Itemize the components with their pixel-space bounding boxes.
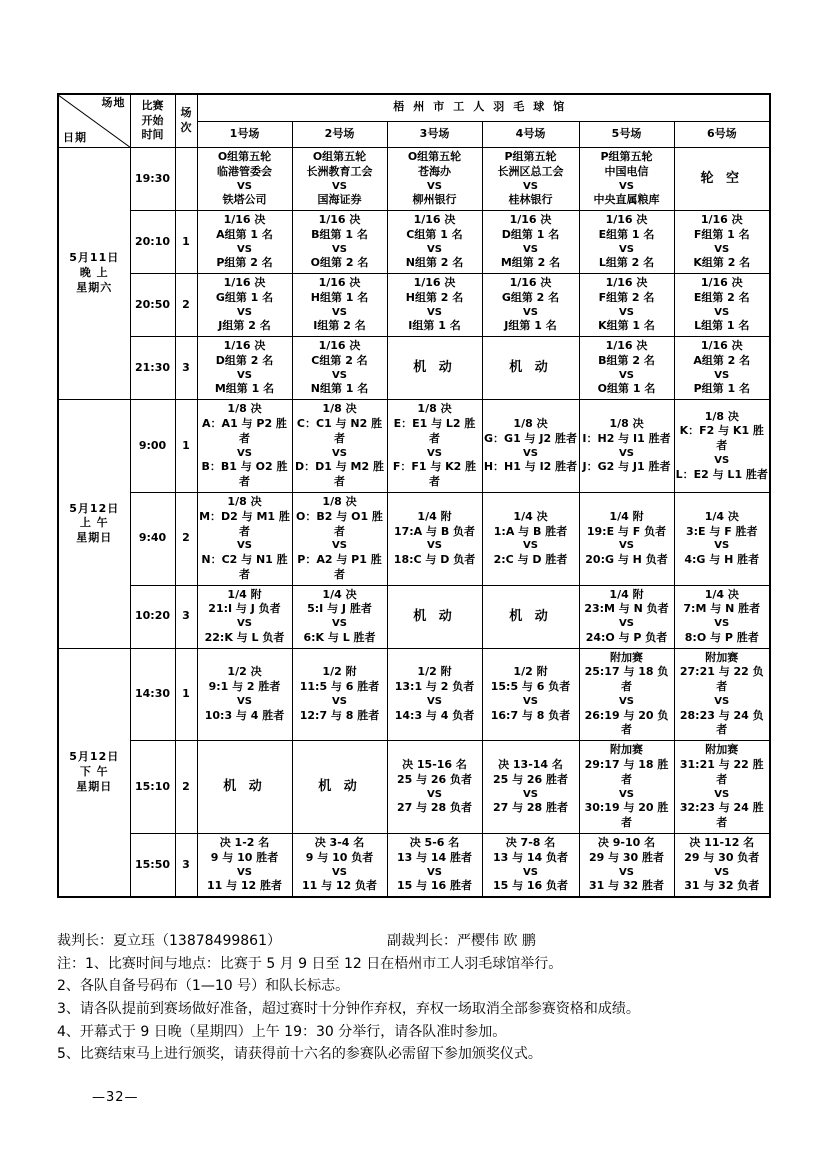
match-cell-court3: 1/2 附 13:1 与 2 负者 VS 14:3 与 4 负者 [387, 648, 482, 741]
match-no: 1 [175, 400, 197, 493]
note-2: 2、各队自备号码布（1—10 号）和队长标志。 [57, 978, 350, 995]
match-cell-court5: 1/4 附 19:E 与 F 负者 VS 20:G 与 H 负者 [579, 492, 674, 585]
match-no: 2 [175, 274, 197, 337]
match-no: 2 [175, 741, 197, 834]
referee-line [57, 930, 787, 953]
match-cell-court6: 1/4 决 7:M 与 N 胜者 VS 8:O 与 P 胜者 [674, 585, 770, 648]
match-cell-court2: 1/2 附 11:5 与 6 胜者 VS 12:7 与 8 胜者 [292, 648, 387, 741]
hall-title: 梧州市工人羽毛球馆 [197, 94, 770, 121]
schedule-row [58, 834, 770, 898]
match-no: 1 [175, 211, 197, 274]
referee-chief: 裁判长：夏立珏（13878499861） [57, 933, 281, 949]
start-time: 15:50 [130, 834, 175, 898]
schedule-row [58, 148, 770, 211]
footer-notes [57, 930, 787, 1066]
court-header-5: 5号场 [579, 121, 674, 147]
court-header-6: 6号场 [674, 121, 770, 147]
start-time: 10:20 [130, 585, 175, 648]
match-cell-court4: 1/16 决 G组第 2 名 VS J组第 1 名 [482, 274, 579, 337]
match-cell-court1: 机 动 [197, 741, 292, 834]
match-cell-court6: 轮 空 [674, 148, 770, 211]
match-cell-court2: 1/8 决 O：B2 与 O1 胜者 VS P：A2 与 P1 胜者 [292, 492, 387, 585]
match-cell-court5: P组第五轮 中国电信 VS 中央直属粮库 [579, 148, 674, 211]
match-cell-court5: 1/16 决 E组第 1 名 VS L组第 2 名 [579, 211, 674, 274]
start-time: 20:50 [130, 274, 175, 337]
match-cell-court5: 1/4 附 23:M 与 N 负者 VS 24:O 与 P 负者 [579, 585, 674, 648]
schedule-row [58, 337, 770, 400]
match-cell-court3: 机 动 [387, 585, 482, 648]
match-cell-court2: 1/16 决 H组第 1 名 VS I组第 2 名 [292, 274, 387, 337]
note-1: 注：1、比赛时间与地点：比赛于 5 月 9 日至 12 日在梧州市工人羽毛球馆举行。 [57, 955, 563, 972]
match-cell-court4: 机 动 [482, 585, 579, 648]
day-label-1: 5月11日 晚 上 星期六 [58, 148, 130, 400]
day-label-2: 5月12日 上 午 星期日 [58, 400, 130, 648]
match-no: 3 [175, 834, 197, 898]
match-cell-court1: 1/8 决 M：D2 与 M1 胜者 VS N：C2 与 N1 胜者 [197, 492, 292, 585]
match-cell-court6: 1/8 决 K：F2 与 K1 胜者 VS L：E2 与 L1 胜者 [674, 400, 770, 493]
match-cell-court3: 1/4 附 17:A 与 B 负者 VS 18:C 与 D 负者 [387, 492, 482, 585]
start-time: 19:30 [130, 148, 175, 211]
start-time: 9:00 [130, 400, 175, 493]
schedule-row [58, 274, 770, 337]
start-time: 14:30 [130, 648, 175, 741]
match-cell-court1: 1/16 决 G组第 1 名 VS J组第 2 名 [197, 274, 292, 337]
corner-top-label: 场地 [101, 96, 126, 109]
match-cell-court1: 1/4 附 21:I 与 J 负者 VS 22:K 与 L 负者 [197, 585, 292, 648]
match-cell-court4: P组第五轮 长洲区总工会 VS 桂林银行 [482, 148, 579, 211]
time-column-header: 比赛 开始 时间 [130, 94, 175, 148]
match-cell-court4: 1/2 附 15:5 与 6 负者 VS 16:7 与 8 负者 [482, 648, 579, 741]
match-cell-court4: 1/8 决 G：G1 与 J2 胜者 VS H：H1 与 I2 胜者 [482, 400, 579, 493]
match-cell-court4: 1/4 决 1:A 与 B 胜者 VS 2:C 与 D 胜者 [482, 492, 579, 585]
match-cell-court1: O组第五轮 临港管委会 VS 铁塔公司 [197, 148, 292, 211]
court-header-4: 4号场 [482, 121, 579, 147]
schedule-row [58, 211, 770, 274]
match-cell-court2: 1/8 决 C：C1 与 N2 胜者 VS D：D1 与 M2 胜者 [292, 400, 387, 493]
match-cell-court1: 决 1-2 名 9 与 10 胜者 VS 11 与 12 胜者 [197, 834, 292, 898]
match-cell-court6: 1/16 决 A组第 2 名 VS P组第 1 名 [674, 337, 770, 400]
match-cell-court3: 机 动 [387, 337, 482, 400]
match-cell-court3: 1/16 决 H组第 2 名 VS I组第 1 名 [387, 274, 482, 337]
note-4: 4、开幕式于 9 日晚（星期四）上午 19：30 分举行，请各队准时参加。 [57, 1023, 507, 1040]
match-cell-court6: 附加赛 31:21 与 22 胜者 VS 32:23 与 24 胜者 [674, 741, 770, 834]
match-cell-court6: 1/4 决 3:E 与 F 胜者 VS 4:G 与 H 胜者 [674, 492, 770, 585]
match-cell-court3: 决 15-16 名 25 与 26 负者 VS 27 与 28 负者 [387, 741, 482, 834]
note-3: 3、请各队提前到赛场做好准备，超过赛时十分钟作弃权，弃权一场取消全部参赛资格和成绩。 [57, 1001, 640, 1018]
match-cell-court6: 1/16 决 E组第 2 名 VS L组第 1 名 [674, 274, 770, 337]
schedule-table-wrapper [57, 93, 769, 898]
match-cell-court6: 决 11-12 名 29 与 30 负者 VS 31 与 32 负者 [674, 834, 770, 898]
match-cell-court1: 1/8 决 A：A1 与 P2 胜者 VS B：B1 与 O2 胜者 [197, 400, 292, 493]
note-5: 5、比赛结束马上进行颁奖，请获得前十六名的参赛队必需留下参加颁奖仪式。 [57, 1046, 542, 1063]
schedule-row [58, 585, 770, 648]
match-cell-court3: 决 5-6 名 13 与 14 胜者 VS 15 与 16 胜者 [387, 834, 482, 898]
day-label-3: 5月12日 下 午 星期日 [58, 648, 130, 897]
match-cell-court4: 决 13-14 名 25 与 26 胜者 VS 27 与 28 胜者 [482, 741, 579, 834]
match-no: 1 [175, 648, 197, 741]
match-cell-court5: 附加赛 25:17 与 18 负者 VS 26:19 与 20 负者 [579, 648, 674, 741]
court-header-1: 1号场 [197, 121, 292, 147]
schedule-row [58, 492, 770, 585]
match-cell-court1: 1/2 决 9:1 与 2 胜者 VS 10:3 与 4 胜者 [197, 648, 292, 741]
match-cell-court5: 决 9-10 名 29 与 30 胜者 VS 31 与 32 胜者 [579, 834, 674, 898]
match-cell-court6: 1/16 决 F组第 1 名 VS K组第 2 名 [674, 211, 770, 274]
match-no: 3 [175, 585, 197, 648]
match-no: 3 [175, 337, 197, 400]
match-cell-court4: 1/16 决 D组第 1 名 VS M组第 2 名 [482, 211, 579, 274]
match-cell-court2: 1/4 决 5:I 与 J 胜者 VS 6:K 与 L 胜者 [292, 585, 387, 648]
match-no [175, 148, 197, 211]
match-cell-court3: 1/16 决 C组第 1 名 VS N组第 2 名 [387, 211, 482, 274]
match-cell-court3: 1/8 决 E：E1 与 L2 胜者 VS F：F1 与 K2 胜者 [387, 400, 482, 493]
schedule-row [58, 741, 770, 834]
match-cell-court5: 1/16 决 B组第 2 名 VS O组第 1 名 [579, 337, 674, 400]
referee-deputy: 副裁判长：严樱伟 欧 鹏 [387, 933, 536, 949]
match-cell-court1: 1/16 决 D组第 2 名 VS M组第 1 名 [197, 337, 292, 400]
start-time: 9:40 [130, 492, 175, 585]
match-cell-court5: 1/16 决 F组第 2 名 VS K组第 1 名 [579, 274, 674, 337]
start-time: 21:30 [130, 337, 175, 400]
corner-header [58, 94, 130, 148]
corner-bottom-label: 日期 [63, 131, 87, 145]
match-cell-court6: 附加赛 27:21 与 22 负者 VS 28:23 与 24 负者 [674, 648, 770, 741]
court-header-3: 3号场 [387, 121, 482, 147]
match-cell-court5: 附加赛 29:17 与 18 胜者 VS 30:19 与 20 胜者 [579, 741, 674, 834]
match-cell-court2: O组第五轮 长洲教育工会 VS 国海证券 [292, 148, 387, 211]
match-cell-court2: 机 动 [292, 741, 387, 834]
match-cell-court3: O组第五轮 苍海办 VS 柳州银行 [387, 148, 482, 211]
match-cell-court4: 决 7-8 名 13 与 14 负者 VS 15 与 16 负者 [482, 834, 579, 898]
match-cell-court4: 机 动 [482, 337, 579, 400]
match-no-column-header: 场 次 [175, 94, 197, 148]
match-cell-court2: 1/16 决 B组第 1 名 VS O组第 2 名 [292, 211, 387, 274]
page-number: —32— [92, 1090, 139, 1105]
start-time: 20:10 [130, 211, 175, 274]
match-cell-court2: 决 3-4 名 9 与 10 负者 VS 11 与 12 负者 [292, 834, 387, 898]
match-cell-court5: 1/8 决 I：H2 与 I1 胜者 VS J：G2 与 J1 胜者 [579, 400, 674, 493]
match-cell-court2: 1/16 决 C组第 2 名 VS N组第 1 名 [292, 337, 387, 400]
start-time: 15:10 [130, 741, 175, 834]
schedule-table [57, 93, 771, 898]
match-no: 2 [175, 492, 197, 585]
schedule-row [58, 400, 770, 493]
match-cell-court1: 1/16 决 A组第 1 名 VS P组第 2 名 [197, 211, 292, 274]
court-header-2: 2号场 [292, 121, 387, 147]
schedule-row [58, 648, 770, 741]
